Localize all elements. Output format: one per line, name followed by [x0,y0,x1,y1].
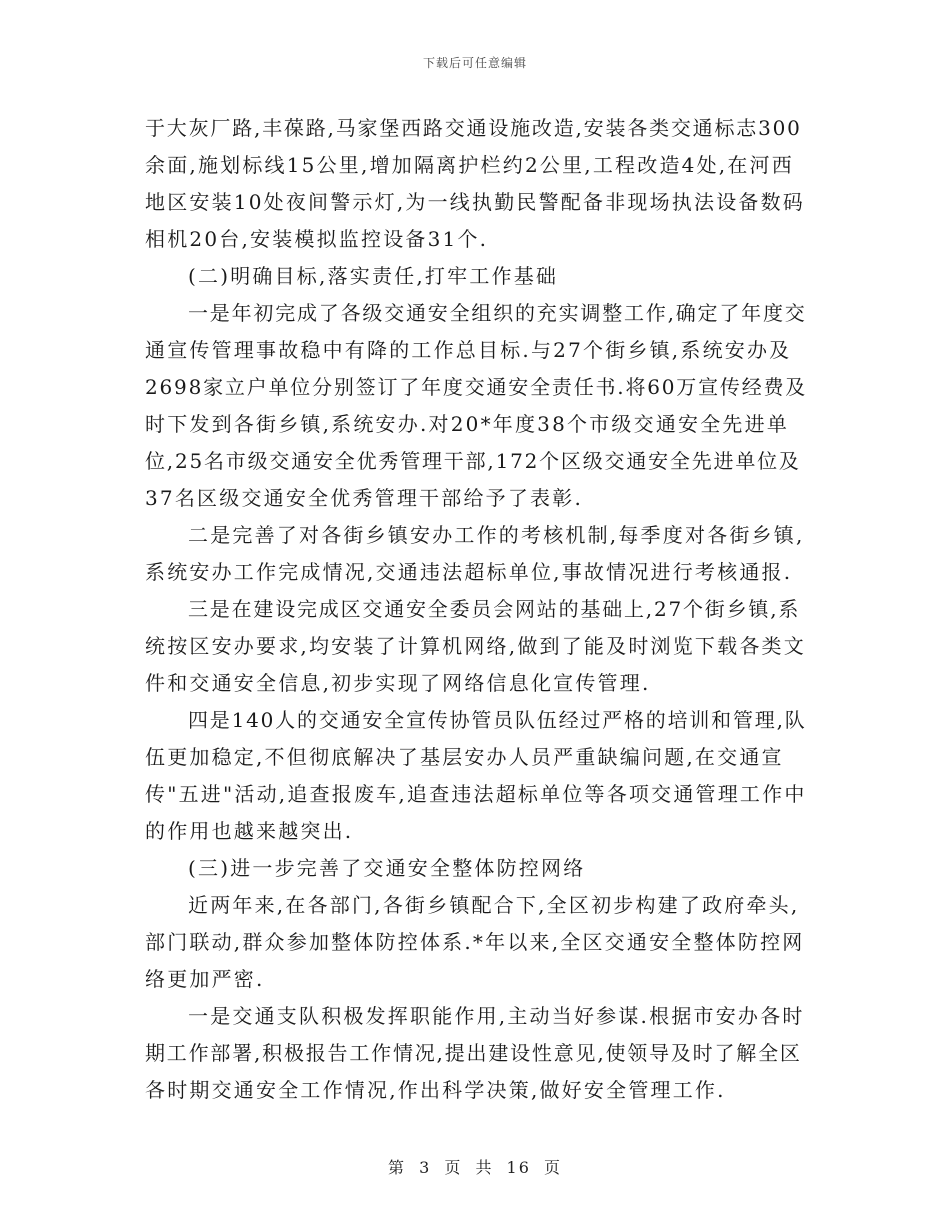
text-line: 一是交通支队积极发挥职能作用,主动当好参谋.根据市安办各时 [188,1004,805,1028]
text-line: 系统安办工作完成情况,交通违法超标单位,事故情况进行考核通报. [145,560,793,584]
text-line: 2698家立户单位分别签订了年度交通安全责任书.将60万宣传经费及 [145,375,808,399]
page-header: 下载后可任意编辑 [422,56,527,70]
text-line: 近两年来,在各部门,各街乡镇配合下,全区初步构建了政府牵头, [188,893,800,917]
text-line: 相机20台,安装模拟监控设备31个. [145,227,489,251]
text-line: 各时期交通安全工作情况,作出科学决策,做好安全管理工作. [145,1078,726,1102]
text-line: 一是年初完成了各级交通安全组织的充实调整工作,确定了年度交 [188,301,807,325]
text-line: 于大灰厂路,丰葆路,马家堡西路交通设施改造,安装各类交通标志300 [145,116,802,140]
text-line: 二是完善了对各街乡镇安办工作的考核机制,每季度对各街乡镇, [188,523,805,547]
text-line: 四是140人的交通安全宣传协管员队伍经过严格的培训和管理,队 [188,708,807,732]
text-line: 三是在建设完成区交通安全委员会网站的基础上,27个街乡镇,系 [188,597,801,621]
text-line: 位,25名市级交通安全优秀管理干部,172个区级交通安全先进单位及 [145,449,801,473]
text-line: 件和交通安全信息,初步实现了网络信息化宣传管理. [145,671,651,695]
body-text [145,110,810,1109]
text-line: 的作用也越来越突出. [145,819,354,843]
text-line: 时下发到各街乡镇,系统安办.对20*年度38个市级交通安全先进单 [145,412,790,436]
text-line: 络更加严密. [145,967,265,991]
text-line: 部门联动,群众参加整体防控体系.*年以来,全区交通安全整体防控网 [145,930,805,954]
text-line: 期工作部署,积极报告工作情况,提出建设性意见,使领导及时了解全区 [145,1041,802,1065]
text-line: 地区安装10处夜间警示灯,为一线执勤民警配备非现场执法设备数码 [145,190,806,214]
text-line: 伍更加稳定,不但彻底解决了基层安办人员严重缺编问题,在交通宣 [145,745,784,769]
text-line: 统按区安办要求,均安装了计算机网络,做到了能及时浏览下载各类文 [145,634,806,658]
page-number-footer: 第 3 页 共 16 页 [388,1158,562,1177]
text-line: 37名区级交通安全优秀管理干部给予了表彰. [145,486,584,510]
section-heading: (三)进一步完善了交通安全整体防控网络 [188,856,586,880]
text-line: 通宣传管理事故稳中有降的工作总目标.与27个街乡镇,系统安办及 [145,338,792,362]
text-line: 余面,施划标线15公里,增加隔离护栏约2公里,工程改造4处,在河西 [145,153,794,177]
text-line: 传"五进"活动,追查报废车,追查违法超标单位等各项交通管理工作中 [145,782,807,806]
section-heading: (二)明确目标,落实责任,打牢工作基础 [188,264,559,288]
